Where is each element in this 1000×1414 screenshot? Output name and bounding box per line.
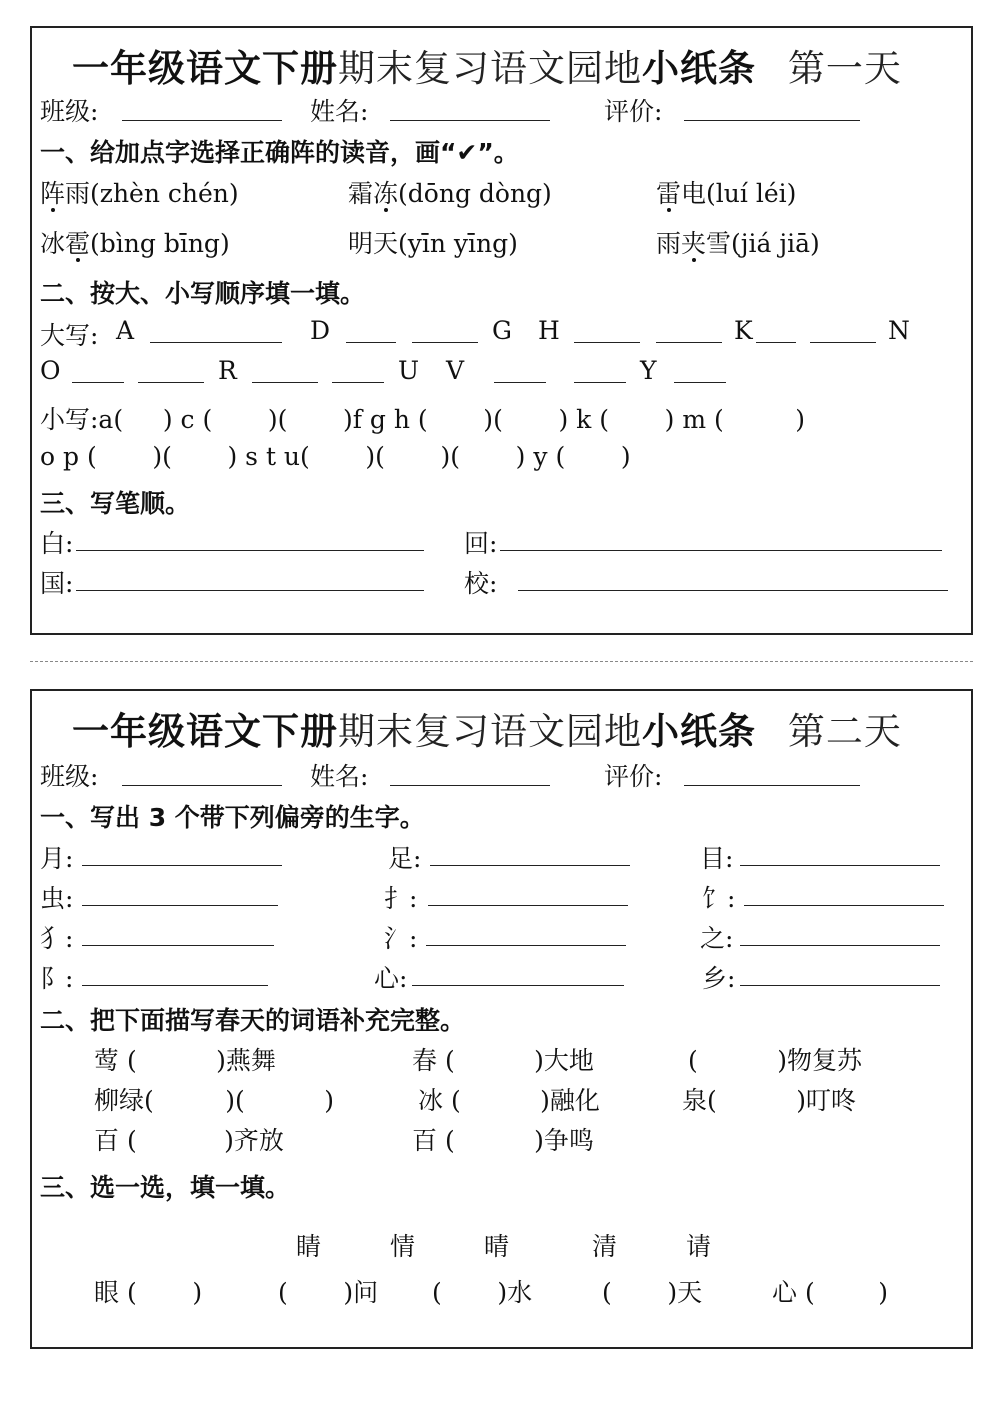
blank[interactable] (332, 382, 384, 383)
blank[interactable] (346, 342, 396, 343)
stroke-char-label: 校: (464, 569, 498, 598)
answer-line[interactable] (82, 905, 278, 906)
pinyin-item: 冰雹(bìng bīng) (40, 229, 230, 258)
section-3-heading: 三、选一选，填一填。 (40, 1173, 291, 1202)
letter: Y (640, 356, 657, 385)
answer-line[interactable] (740, 945, 940, 946)
answer-line[interactable] (82, 945, 274, 946)
idiom-blank[interactable]: ( )物复苏 (688, 1046, 862, 1075)
stroke-order-line[interactable] (76, 590, 424, 591)
title-part-a: 一年级语文下册 (72, 710, 338, 753)
radical-label: 扌: (384, 884, 418, 913)
blank[interactable] (72, 382, 124, 383)
idiom-blank[interactable]: 柳绿( )( ) (94, 1086, 335, 1115)
pinyin-item: 雷电(luí léi) (656, 179, 797, 208)
letter: O (40, 356, 61, 385)
section-3-heading: 三、写笔顺。 (40, 489, 191, 518)
page-title (72, 38, 902, 92)
radical-label: 足: (388, 844, 422, 873)
blank[interactable] (150, 342, 282, 343)
idiom-blank[interactable]: 泉( )叮咚 (682, 1086, 856, 1115)
radical-label: 氵: (384, 924, 418, 953)
title-part-b: 期末复习语文园地 (338, 710, 642, 753)
choice-char: 情 (390, 1232, 416, 1261)
pinyin-item: 阵雨(zhèn chén) (40, 179, 239, 208)
idiom-blank[interactable]: 百 ( )争鸣 (412, 1126, 594, 1155)
name-field[interactable] (390, 120, 550, 121)
answer-line[interactable] (744, 905, 944, 906)
day-label: 第一天 (787, 47, 902, 90)
stroke-order-line[interactable] (76, 550, 424, 551)
answer-line[interactable] (426, 945, 626, 946)
radical-label: 阝: (40, 964, 74, 993)
letter: R (218, 356, 237, 385)
blank[interactable] (674, 382, 726, 383)
radical-label: 虫: (40, 884, 74, 913)
answer-line[interactable] (428, 905, 628, 906)
title-part-b: 期末复习语文园地 (338, 47, 642, 90)
worksheet-day1 (30, 26, 973, 635)
section-2-heading: 二、按大、小写顺序填一填。 (40, 279, 366, 308)
choice-char: 请 (686, 1232, 712, 1261)
name-label: 姓名: (310, 762, 369, 791)
blank[interactable] (574, 382, 626, 383)
choice-char: 睛 (296, 1232, 322, 1261)
radical-label: 乡: (702, 964, 736, 993)
radical-label: 目: (700, 844, 734, 873)
upper-label: 大写: (40, 321, 99, 350)
idiom-blank[interactable]: 春 ( )大地 (412, 1046, 594, 1075)
name-label: 姓名: (310, 97, 369, 126)
answer-line[interactable] (412, 985, 624, 986)
blank[interactable] (138, 382, 204, 383)
idiom-blank[interactable]: 冰 ( )融化 (418, 1086, 600, 1115)
letter: D (310, 316, 331, 345)
grade-field[interactable] (684, 120, 860, 121)
fill-blank[interactable]: 心 ( ) (772, 1278, 889, 1307)
stroke-order-line[interactable] (500, 550, 942, 551)
section-2-heading: 二、把下面描写春天的词语补充完整。 (40, 1006, 466, 1035)
radical-label: 心: (374, 964, 408, 993)
letter: K (734, 316, 753, 345)
section-1-heading: 一、写出 3 个带下列偏旁的生字。 (40, 803, 425, 832)
blank[interactable] (412, 342, 478, 343)
answer-line[interactable] (740, 985, 940, 986)
answer-line[interactable] (82, 985, 268, 986)
answer-line[interactable] (430, 865, 630, 866)
blank[interactable] (756, 342, 796, 343)
stroke-char-label: 回: (464, 529, 498, 558)
fill-blank[interactable]: 眼 ( ) (94, 1278, 203, 1307)
pinyin-item: 雨夹雪(jiá jiā) (656, 229, 820, 258)
title-part-c: 小纸条 (642, 710, 756, 753)
grade-label: 评价: (604, 97, 663, 126)
class-label: 班级: (40, 762, 99, 791)
radical-label: 饣: (702, 884, 736, 913)
answer-line[interactable] (740, 865, 940, 866)
cut-line (30, 661, 973, 662)
idiom-blank[interactable]: 百 ( )齐放 (94, 1126, 284, 1155)
choice-char: 晴 (484, 1232, 510, 1261)
letter: N (888, 316, 910, 345)
class-label: 班级: (40, 97, 99, 126)
letter: U (398, 356, 420, 385)
blank[interactable] (810, 342, 876, 343)
fill-blank[interactable]: ( )问 (278, 1278, 379, 1307)
pinyin-item: 霜冻(dōng dòng) (348, 179, 552, 208)
pinyin-item: 明天(yīn yīng) (348, 229, 518, 258)
lowercase-row[interactable]: o p ( )( ) s t u( )( )( ) y ( ) (40, 442, 631, 471)
blank[interactable] (656, 342, 722, 343)
letter: G (492, 316, 512, 345)
name-field[interactable] (390, 785, 550, 786)
class-field[interactable] (122, 120, 282, 121)
radical-label: 月: (40, 844, 74, 873)
blank[interactable] (252, 382, 318, 383)
title-part-a: 一年级语文下册 (72, 47, 338, 90)
choice-char: 清 (592, 1232, 618, 1261)
blank[interactable] (574, 342, 640, 343)
worksheet-day2 (30, 689, 973, 1349)
stroke-char-label: 白: (40, 529, 74, 558)
grade-label: 评价: (604, 762, 663, 791)
grade-field[interactable] (684, 785, 860, 786)
class-field[interactable] (122, 785, 282, 786)
letter: V (446, 356, 465, 385)
stroke-order-line[interactable] (518, 590, 948, 591)
lowercase-row[interactable]: 小写:a( ) c ( )( )f g h ( )( ) k ( ) m ( ) (40, 405, 806, 434)
answer-line[interactable] (82, 865, 282, 866)
letter: A (116, 316, 135, 345)
page-title (72, 701, 902, 755)
section-1-heading: 一、给加点字选择正确阵的读音，画“✔”。 (40, 138, 519, 167)
fill-blank[interactable]: ( )天 (602, 1278, 703, 1307)
blank[interactable] (494, 382, 546, 383)
fill-blank[interactable]: ( )水 (432, 1278, 533, 1307)
idiom-blank[interactable]: 莺 ( )燕舞 (94, 1046, 276, 1075)
day-label: 第二天 (787, 710, 902, 753)
letter: H (538, 316, 560, 345)
title-part-c: 小纸条 (642, 47, 756, 90)
stroke-char-label: 国: (40, 569, 74, 598)
radical-label: 犭: (40, 924, 74, 953)
radical-label: 之: (700, 924, 734, 953)
